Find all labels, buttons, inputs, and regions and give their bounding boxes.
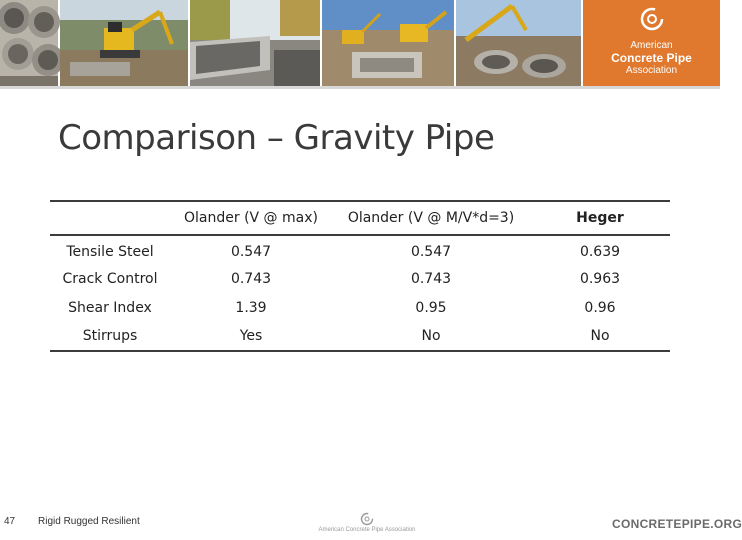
site-url: CONCRETEPIPE.ORG (612, 517, 742, 531)
table-cell: 0.547 (230, 244, 272, 260)
acpa-logo-icon (639, 6, 665, 32)
header-cell-olander-mvd: Olander (V @ M/V*d=3) (347, 210, 515, 226)
table-cell: 0.547 (410, 244, 452, 260)
table-row (50, 264, 670, 293)
table-cell: 0.639 (579, 244, 621, 260)
table-row (50, 293, 670, 322)
footer-logo (312, 512, 422, 538)
header-cell-empty (50, 201, 170, 235)
concrete-pipe-stack-photo (0, 0, 58, 86)
acpa-footer-logo-icon (360, 512, 374, 526)
row-label-tensile-steel: Tensile Steel (66, 244, 154, 260)
box-culvert-road-photo (190, 0, 320, 86)
row-label-stirrups: Stirrups (82, 328, 138, 344)
table-cell: 0.743 (230, 270, 272, 287)
excavator-trench-photo (60, 0, 188, 86)
logo-text-line3: Association (625, 65, 678, 76)
table-cell: No (421, 328, 441, 344)
table-cell: 0.96 (584, 299, 616, 316)
comparison-table (50, 200, 670, 352)
table-row (50, 235, 670, 264)
row-label-crack-control: Crack Control (62, 270, 158, 287)
header-banner (0, 0, 720, 86)
table-cell: 0.963 (579, 270, 621, 287)
acpa-logo (583, 0, 720, 86)
table-header-row (50, 201, 670, 235)
table-cell: 0.743 (410, 270, 452, 287)
pipe-installation-photo (456, 0, 581, 86)
table-cell: 1.39 (235, 299, 267, 316)
row-label-shear-index: Shear Index (68, 299, 152, 316)
header-cell-heger: Heger (576, 210, 624, 226)
table-cell: 0.95 (415, 299, 447, 316)
slide-number: 47 (4, 516, 16, 527)
header-cell-olander-max: Olander (V @ max) (184, 210, 318, 226)
footer-tagline: Rigid Rugged Resilient (38, 516, 140, 527)
slide-title: Comparison – Gravity Pipe (58, 118, 495, 158)
logo-text-line1: American (630, 40, 673, 51)
table-cell: Yes (239, 328, 263, 344)
construction-site-excavators-photo (322, 0, 454, 86)
logo-text-line2: Concrete Pipe (611, 51, 692, 65)
table-row (50, 322, 670, 351)
footer-logo-text: American Concrete Pipe Association (318, 527, 416, 533)
table-cell: No (590, 328, 610, 344)
footer (0, 506, 742, 540)
header-divider (0, 86, 720, 89)
